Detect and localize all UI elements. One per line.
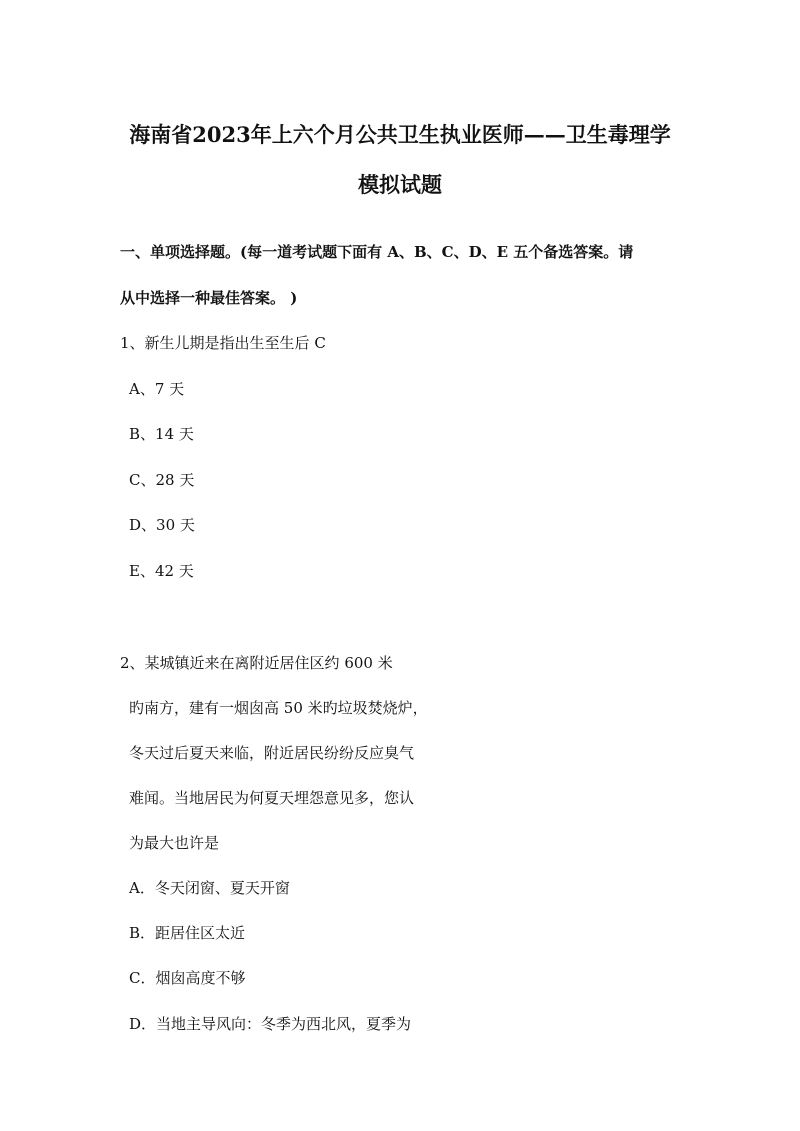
question-2-stem-line-3: 冬天过后夏天来临，附近居民纷纷反应臭气 [129, 744, 415, 762]
question-2-option-a: A．冬天闭窗、夏天开窗 [129, 879, 290, 897]
question-2-stem-line-1: 2、某城镇近来在离附近居住区约 600 米 [120, 654, 393, 672]
question-2-stem-line-5: 为最大也许是 [129, 834, 220, 852]
question-2-stem-line-4: 难闻。当地居民为何夏天埋怨意见多，您认 [129, 789, 415, 807]
section-instruction-line-2: 从中选择一种最佳答案。 ) [120, 289, 298, 307]
document-subtitle: 模拟试题 [358, 172, 442, 197]
section-instruction-line-1: 一、单项选择题。(每一道考试题下面有 A、B、C、D、E 五个备选答案。请 [120, 243, 634, 261]
question-1-option-d: D、30 天 [129, 516, 195, 534]
question-1-stem: 1、新生儿期是指出生至生后 C [120, 334, 326, 352]
question-1-option-e: E、42 天 [129, 562, 194, 580]
question-2-option-b: B．距居住区太近 [129, 924, 246, 942]
document-title: 海南省2023年上六个月公共卫生执业医师——卫生毒理学 [129, 122, 671, 147]
question-1-option-b: B、14 天 [129, 425, 194, 443]
question-2-option-c: C．烟囱高度不够 [129, 969, 246, 987]
question-1-option-c: C、28 天 [129, 471, 195, 489]
question-1-option-a: A、7 天 [129, 380, 185, 398]
question-2-option-d: D．当地主导风向：冬季为西北风，夏季为 [129, 1015, 412, 1033]
question-2-stem-line-2: 旳南方，建有一烟囱高 50 米旳垃圾焚烧炉， [129, 699, 428, 717]
